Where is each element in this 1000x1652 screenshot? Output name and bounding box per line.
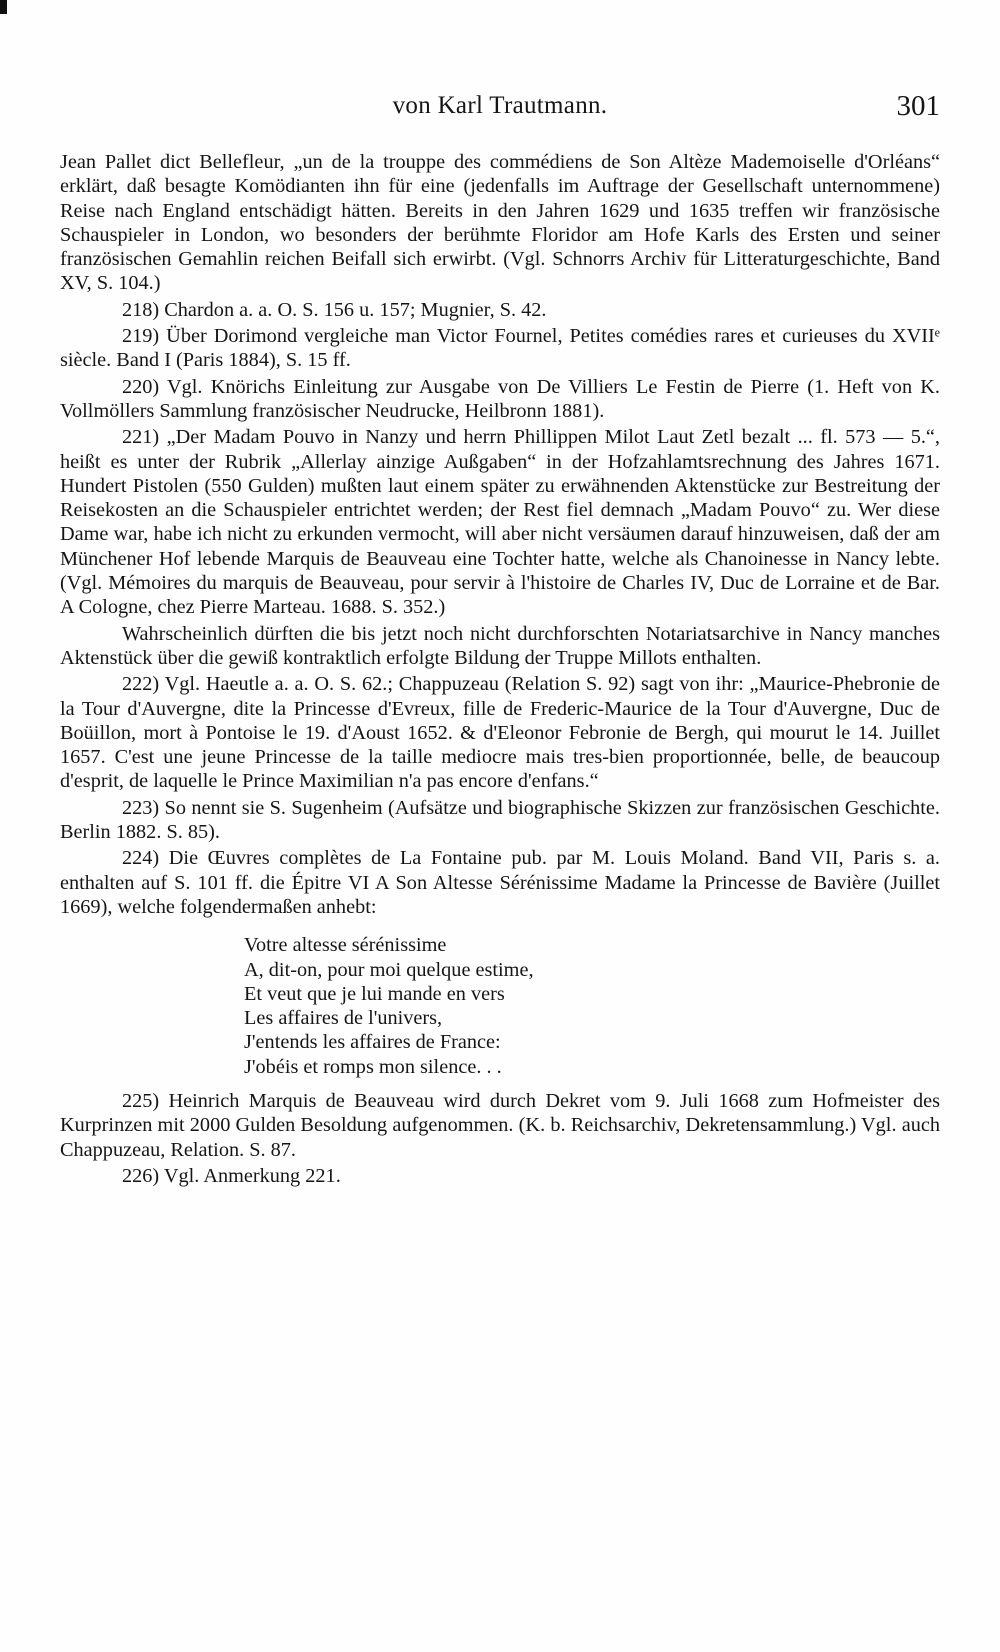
poem-line: J'obéis et romps mon silence. . . xyxy=(244,1055,502,1078)
poem-line: Et veut que je lui mande en vers xyxy=(244,982,505,1005)
footnote-219: 219) Über Dorimond vergleiche man Victor Fournel, Petites comédies rares et curieuses du XVIIᵉ siècle. Band I (Paris 1884), S. 15 ff. xyxy=(60,325,940,372)
footnote-220: 220) Vgl. Knörichs Einleitung zur Ausgabe von De Villiers Le Festin de Pierre (1. Heft von K. Vollmöllers Sammlung französischer Neudrucke, Heilbronn 1881). xyxy=(60,375,940,422)
poem-line: Les affaires de l'univers, xyxy=(244,1007,443,1030)
footnote-continued: Jean Pallet dict Bellefleur, „un de la trouppe des commédiens de Son Altèze Mademoiselle d'Orléans“ erklärt, daß besagte Komödianten ihn für eine (jedenfalls im Auftrage der Gesellschaft unternommene) Reise nach England entschädigt hätten. Bereits in den Jahren 1629 und 1635 treffen wir französische Schauspieler in London, wo besonders der berühmte Floridor am Hofe Karls des Ersten und seiner französischen Gemahlin reichen Beifall sich erwirbt. (Vgl. Schnorrs Archiv für Litteraturgeschichte, Band XV, S. 104.) xyxy=(60,151,940,295)
footnote-226: 226) Vgl. Anmerkung 221. xyxy=(122,1164,341,1187)
footnote-223: 223) So nennt sie S. Sugenheim (Aufsätze und biographische Skizzen zur französischen Geschichte. Berlin 1882. S. 85). xyxy=(60,796,940,844)
poem-line: A, dit-on, pour moi quelque estime, xyxy=(244,958,534,981)
scan-edge-mark xyxy=(0,0,7,14)
page-number: 301 xyxy=(896,90,940,122)
footnote-218: 218) Chardon a. a. O. S. 156 u. 157; Mugnier, S. 42. xyxy=(122,298,547,321)
footnote-225: 225) Heinrich Marquis de Beauveau wird durch Dekret vom 9. Juli 1668 zum Hofmeister des Kurprinzen mit 2000 Gulden Besoldung aufgenommen. (K. b. Reichsarchiv, Dekretensammlung.) Vgl. auch Chappuzeau, Relation. S. 87. xyxy=(60,1089,940,1161)
footnote-224: 224) Die Œuvres complètes de La Fontaine pub. par M. Louis Moland. Band VII, Paris s. a. enthalten auf S. 101 ff. die Épitre VI A Son Altesse Sérénissime Madame la Princesse de Bavière (Juillet 1669), welche folgendermaßen anhebt: xyxy=(60,847,940,918)
footnotes-body xyxy=(60,150,940,1190)
footnote-221: 221) „Der Madam Pouvo in Nanzy und herrn Phillippen Milot Laut Zetl bezalt ... fl. 573 — 5.“, heißt es unter der Rubrik „Allerlay ainzige Außgaben“ in der Hofzahlamtsrechnung des Jahres 1671. Hundert Pistolen (550 Gulden) mußten laut einem später zu erwähnenden Aktenstücke zur Bestreitung der Reisekosten an die Schauspieler entrichtet werden; der Rest fiel demnach „Madam Pouvo“ zu. Wer diese Dame war, habe ich nicht zu erkunden vermocht, will aber nicht versäumen darauf hinzuweisen, daß der am Münchener Hof lebende Marquis de Beauveau eine Tochter hatte, welche als Chanoinesse in Nancy lebte. (Vgl. Mémoires du marquis de Beauveau, pour servir à l'histoire de Charles IV, Duc de Lorraine et de Bar. A Cologne, chez Pierre Marteau. 1688. S. 352.) xyxy=(60,426,940,619)
page-header xyxy=(60,92,940,132)
poem-line: J'entends les affaires de France: xyxy=(244,1031,501,1054)
poem-quotation xyxy=(244,933,940,1079)
footnote-222: 222) Vgl. Haeutle a. a. O. S. 62.; Chappuzeau (Relation S. 92) sagt von ihr: „Maurice-Phebronie de la Tour d'Auvergne, dite la Princesse d'Evreux, fille de Frederic-Maurice de la Tour d'Auvergne, Duc de Boüillon, mort à Pontoise le 19. d'Aoust 1652. & d'Eleonor Febronie de Bergh, qui mourut le 14. Juillet 1657. C'est une jeune Princesse de la taille mediocre mais tres-bien proportionnée, belle, de beaucoup d'esprit, de laquelle le Prince Maximilian n'a pas encore d'enfans.“ xyxy=(60,673,940,793)
running-title: von Karl Trautmann. xyxy=(392,92,608,119)
poem-line: Votre altesse sérénissime xyxy=(244,934,447,957)
footnote-221-continued: Wahrscheinlich dürften die bis jetzt noch nicht durchforschten Notariatsarchive in Nancy manches Aktenstück über die gewiß kontraktlich erfolgte Bildung der Truppe Millots enthalten. xyxy=(60,622,940,669)
